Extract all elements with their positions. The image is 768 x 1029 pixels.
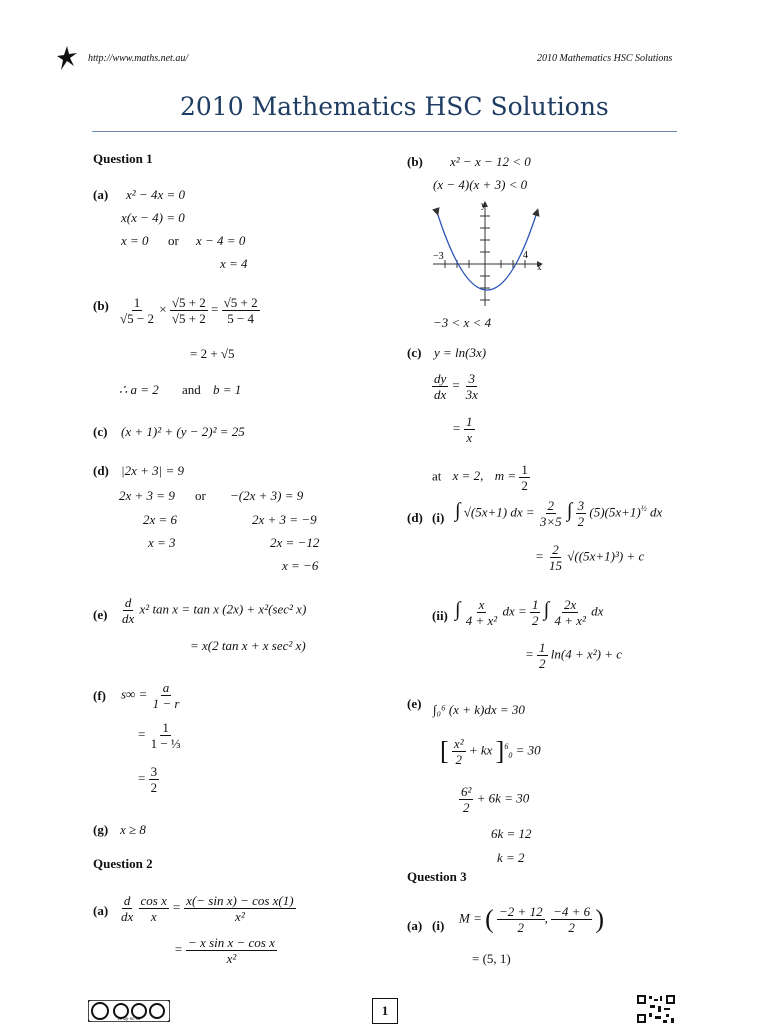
q2a-cos-frac: $\frac{\text{cos x}}{x}$ (140, 893, 167, 924)
q1c-right-line-1: y = ln(3x) (434, 345, 487, 360)
parabola-graph (425, 198, 550, 315)
q1a-line-3a: x = 0 (121, 233, 149, 248)
q1a-line-1: x² − 4x = 0 (126, 187, 185, 202)
q1d-or: or (195, 488, 206, 503)
q1a-label: (a) (93, 187, 109, 202)
q1d-ii-frac-d: $\frac{1}{2}$ (539, 640, 546, 671)
q2a-result-frac-1: $\frac{\text{x(− sin x) − cos x(1)}}{\text{x²}}$ (186, 893, 294, 924)
q2a-expression: $\frac{d}{dx}$ $\frac{\text{cos x}}{x}$ = $\frac{\text{x(− sin x) − cos x(1)}}{\text{x²}}$ (121, 893, 294, 924)
q1d-label: (d) (93, 463, 109, 478)
q1b-expression: $\frac{1}{√5 - 2}$ × $\frac{√5 + 2}{√5 + 2}$ = $\frac{√5 + 2}{5 - 4}$ (120, 295, 258, 326)
q1b-right-label: (b) (407, 154, 423, 169)
cc-license-badge[interactable] (88, 1000, 170, 1027)
q1c-equation: (x + 1)² + (y − 2)² = 25 (121, 424, 245, 439)
q1e-expression: $\frac{d}{dx}$ x² tan x = tan x (2x) + x²(sec² x) (122, 595, 307, 626)
q1f-frac-3: $\frac{3}{2}$ (150, 764, 158, 795)
q1d-i-line-2: = $\frac{2}{15}$ √((5x+1)³) + c (535, 542, 645, 573)
q1f-frac-2: $\frac{1}{\text{1 − ⅓}}$ (150, 720, 181, 751)
q1c-frac-3-3x: $\frac{3}{3x}$ (465, 371, 478, 402)
q1d-i-frac-a: $\frac{2}{3\times 5}$ (539, 498, 562, 529)
q1d-line-5: x = −6 (282, 558, 319, 573)
q1g-label: (g) (93, 822, 109, 837)
q1e-line-2: = x(2 tan x + x sec² x) (190, 638, 306, 653)
page-number: 1 (372, 998, 398, 1024)
q1d-ii-frac-a: $\frac{x}{\text{4 + x²}}$ (465, 597, 498, 628)
q2a-d-dx: $\frac{d}{dx}$ (121, 893, 134, 924)
q1d-line-2a: 2x + 3 = 9 (119, 488, 175, 503)
q1b-frac-3: $\frac{√5 + 2}{5 - 4}$ (223, 295, 258, 326)
q1b-right-line-2: (x − 4)(x + 3) < 0 (433, 177, 528, 192)
q1c-frac-half: $\frac{1}{2}$ (521, 462, 528, 493)
q1a-line-2: x(x − 4) = 0 (121, 210, 185, 225)
q1c-dy-dx: $\frac{dy}{dx}$ (434, 371, 447, 402)
graph-right-root-label: 4 (523, 250, 528, 261)
q3a-frac-y: $\frac{-4 + 6}{2}$ (553, 904, 591, 935)
q1a-or: or (168, 233, 179, 248)
q1b-conclusion-b: b = 1 (213, 382, 242, 397)
q1d-ii-frac-b: $\frac{1}{2}$ (531, 597, 539, 628)
q1a-line-3b: x − 4 = 0 (196, 233, 246, 248)
q1e-right-label: (e) (407, 696, 422, 711)
q1d-ii-line-1: ∫ $\frac{x}{\text{4 + x²}}$ dx = $\frac{1}{2}$ ∫ $\frac{2x}{\text{4 + x²}}$ dx (455, 597, 604, 628)
q1e-right-line-1: ∫₀⁶ (x + k)dx = 30 (433, 702, 525, 717)
q3a-label: (a) (407, 918, 423, 933)
q1b-right-line-1: x² − x − 12 < 0 (450, 154, 531, 169)
logo-star-icon (56, 44, 78, 77)
q1c-right-line-3: = $\frac{1}{x}$ (452, 414, 473, 445)
q1d-line-2b: −(2x + 3) = 9 (230, 488, 304, 503)
q1c-label: (c) (93, 424, 108, 439)
q1b-right-result: −3 < x < 4 (433, 315, 492, 330)
q1e-x2-over-2: $\frac{\text{x²}}{2}$ (453, 736, 464, 767)
q1c-right-label: (c) (407, 345, 422, 360)
q1d-i-label: (i) (432, 510, 445, 525)
q1b-label: (b) (93, 298, 109, 313)
q1e-right-line-4: 6k = 12 (491, 826, 532, 841)
q1f-line-3: = $\frac{3}{2}$ (138, 764, 158, 795)
q3a-line-1: M = ( $\frac{-2 + 12}{2}$ , $\frac{-4 + 6}{2}$ ) (459, 904, 605, 935)
q1d-i-frac-c: $\frac{2}{15}$ (549, 542, 563, 573)
q3a-frac-x: $\frac{-2 + 12}{2}$ (499, 904, 543, 935)
question-1-heading: Question 1 (93, 151, 153, 166)
q1d-i-line-1: ∫ √(5x+1) dx = $\frac{2}{3\times 5}$ ∫ $\frac{3}{2}$ $(5)(5x+1)^{\frac{1}{2}}$ dx (455, 498, 663, 529)
q1c-frac-1-x: $\frac{1}{x}$ (466, 414, 473, 445)
parabola-curve (437, 212, 537, 290)
q1f-line-2: = $\frac{1}{\text{1 − ⅓}}$ (138, 720, 181, 751)
q1e-right-line-5: k = 2 (497, 850, 525, 865)
page-title: 2010 Mathematics HSC Solutions (180, 92, 609, 121)
q1d-line-3b: 2x + 3 = −9 (252, 512, 317, 527)
title-rule (92, 131, 677, 132)
svg-text:cc by-nc-sa: cc by-nc-sa (117, 1016, 141, 1021)
q1f-line-1: s∞ = $\frac{a}{1 - r}$ (121, 680, 180, 711)
q1b-frac-2: $\frac{√5 + 2}{√5 + 2}$ (171, 295, 206, 326)
q1a-line-4: x = 4 (220, 256, 248, 271)
q1b-result: = 2 + √5 (190, 346, 235, 361)
q1e-right-line-3: $\frac{\text{6²}}{2}$ + 6k = 30 (461, 784, 530, 815)
q1d-line-3a: 2x = 6 (143, 512, 178, 527)
q1d-ii-line-2: = $\frac{1}{2}$ ln(4 + x²) + c (525, 640, 623, 671)
q1b-frac-1: $\frac{1}{√5 - 2}$ (120, 295, 154, 326)
q3a-i-label: (i) (432, 918, 445, 933)
q1e-label: (e) (93, 607, 108, 622)
q1e-62-over-2: $\frac{\text{6²}}{2}$ (461, 784, 472, 815)
q1b-conclusion-a: ∴ a = 2 (119, 382, 159, 397)
q1f-frac-1: $\frac{a}{1 - r}$ (152, 680, 180, 711)
graph-x-label: x (537, 262, 542, 272)
q1f-label: (f) (93, 688, 106, 703)
q1d-i-frac-b: $\frac{3}{2}$ (577, 498, 585, 529)
q1d-ii-frac-c: $\frac{2x}{\text{4 + x²}}$ (554, 597, 586, 628)
q1d-line-1: |2x + 3| = 9 (121, 463, 184, 478)
question-3-heading: Question 3 (407, 869, 467, 884)
q1b-and: and (182, 382, 201, 397)
q1e-right-line-2: [ $\frac{\text{x²}}{2}$ + kx ]$^6_0$ = 30 (440, 736, 541, 767)
q1c-right-line-4: at x = 2, m = $\frac{1}{2}$ (432, 462, 528, 493)
q2a-line-2: = $\frac{\text{− x sin x − cos x}}{\text{x²}}$ (174, 935, 275, 966)
graph-y-label: y (481, 200, 486, 210)
q3a-line-2: = (5, 1) (472, 951, 511, 966)
q1d-line-4b: 2x = −12 (270, 535, 320, 550)
header-doc-title: 2010 Mathematics HSC Solutions (537, 53, 673, 64)
header-url[interactable]: http://www.maths.net.au/ (88, 53, 189, 64)
q1c-right-line-2: $\frac{dy}{dx}$ = $\frac{3}{3x}$ (434, 371, 478, 402)
graph-left-root-label: −3 (433, 251, 444, 262)
question-2-heading: Question 2 (93, 856, 153, 871)
q2a-result-frac-2: $\frac{\text{− x sin x − cos x}}{\text{x²}}$ (188, 935, 275, 966)
q1d-right-label: (d) (407, 510, 423, 525)
q2a-label: (a) (93, 903, 109, 918)
q1d-ii-label: (ii) (432, 608, 448, 623)
q1d-line-4a: x = 3 (148, 535, 176, 550)
q1e-d-dx: $\frac{d}{dx}$ (122, 595, 135, 626)
q1g-equation: x ≥ 8 (120, 822, 146, 837)
